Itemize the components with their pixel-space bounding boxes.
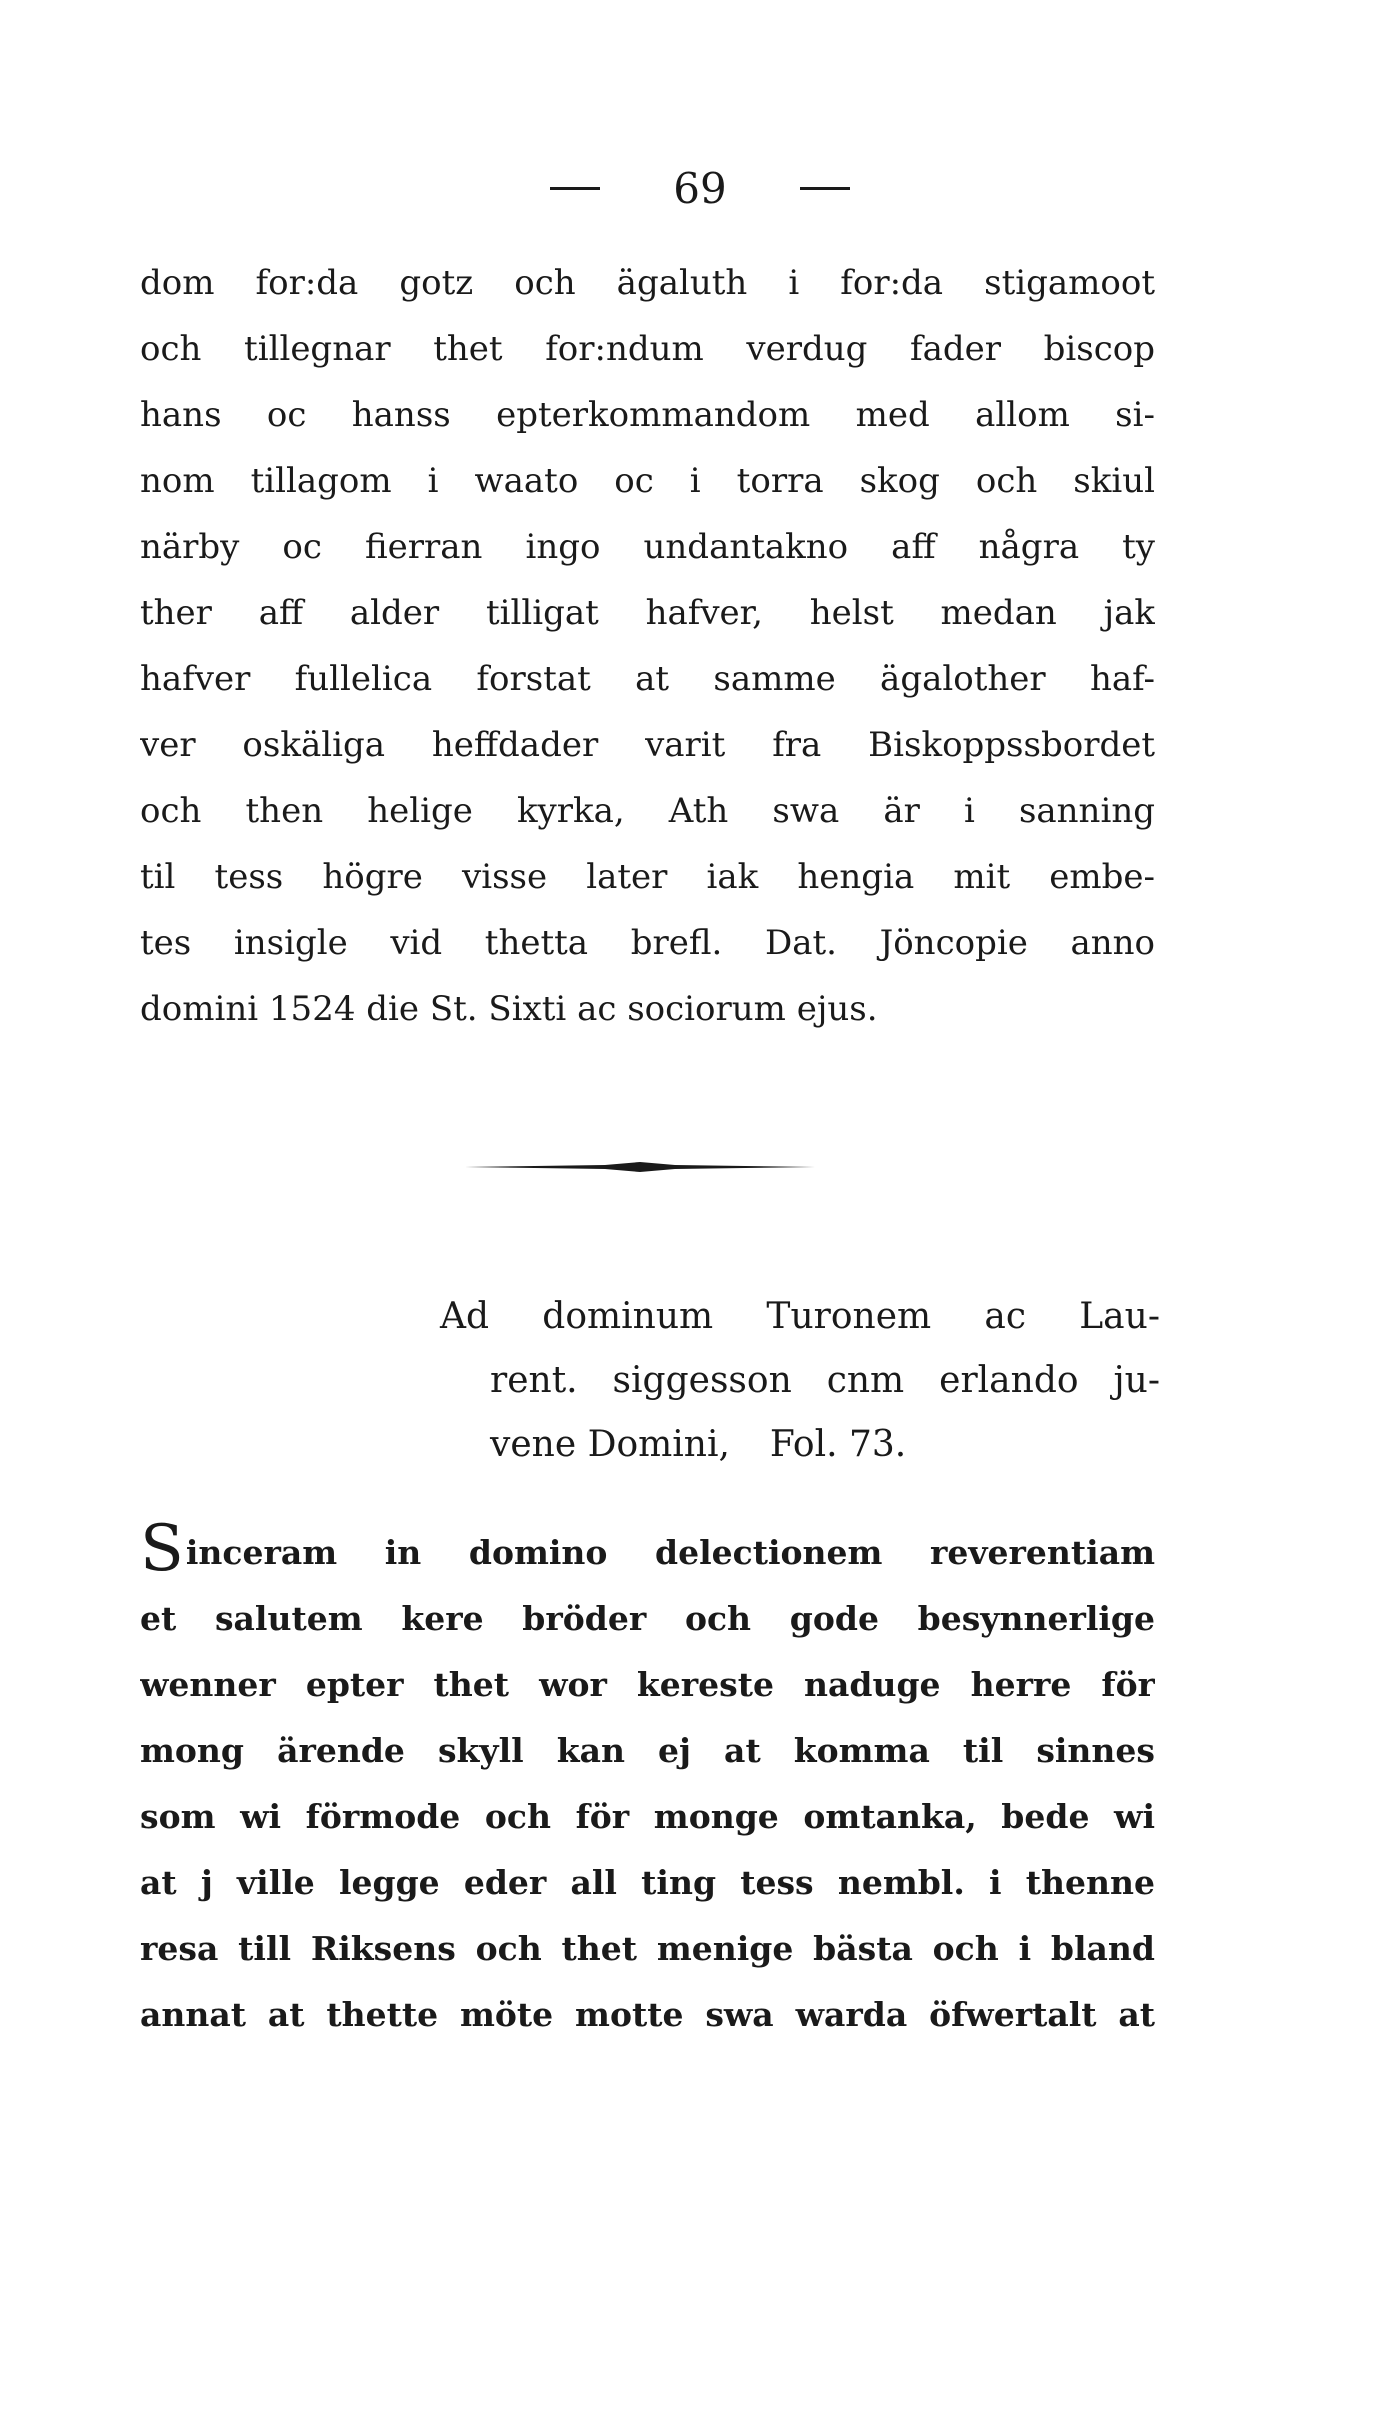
- text-line: til tess högre visse later iak hengia mit embe-: [140, 857, 1155, 897]
- text-line: domini 1524 die St. Sixti ac sociorum ejus.: [140, 989, 878, 1029]
- text-line: resa till Riksens och thet menige bästa och i bland: [140, 1929, 1155, 1968]
- header-dash-right: [800, 187, 850, 190]
- header-dash-left: [550, 187, 600, 190]
- text-line: nom tillagom i waato oc i torra skog och skiul: [140, 461, 1155, 501]
- address-line: Ad dominum Turonem ac Lau-: [440, 1296, 1160, 1337]
- address-line: [440, 1413, 1160, 1477]
- text-line: som wi förmode och för monge omtanka, bede wi: [140, 1797, 1155, 1836]
- text-line: dom for:da gotz och ägaluth i for:da stigamoot: [140, 263, 1155, 303]
- text-line: annat at thette möte motte swa warda öfwertalt at: [140, 1995, 1155, 2034]
- folio-reference: Fol. 73.: [769, 1424, 907, 1465]
- paragraph-letter-ending: [140, 250, 1155, 1042]
- text-line-first: [140, 1520, 1155, 1586]
- text-line: et salutem kere bröder och gode besynnerlige: [140, 1599, 1155, 1638]
- text-line: tes insigle vid thetta brefl. Dat. Jöncopie anno: [140, 923, 1155, 963]
- text-line: närby oc fierran ingo undantakno aff några ty: [140, 527, 1155, 567]
- letter-address-heading: [440, 1285, 1160, 1477]
- text-line: wenner epter thet wor kereste naduge herre för: [140, 1665, 1155, 1704]
- page-header: [0, 160, 1400, 213]
- ornament-rule: [465, 1160, 815, 1174]
- text-line: och then helige kyrka, Ath swa är i sanning: [140, 791, 1155, 831]
- text-line: ver oskäliga heffdader varit fra Biskoppssbordet: [140, 725, 1155, 765]
- text-line: mong ärende skyll kan ej at komma til sinnes: [140, 1731, 1155, 1770]
- first-line-text: inceram in domino delectionem reverentiam: [185, 1533, 1155, 1572]
- text-line: och tillegnar thet for:ndum verdug fader biscop: [140, 329, 1155, 369]
- paragraph-letter-body: [140, 1520, 1155, 2048]
- text-line: ther aff alder tilligat hafver, helst medan jak: [140, 593, 1155, 633]
- drop-cap: S: [140, 1520, 184, 1586]
- text-line: hans oc hanss epterkommandom med allom si-: [140, 395, 1155, 435]
- text-line: at j ville legge eder all ting tess nembl. i thenne: [140, 1863, 1155, 1902]
- text-line: hafver fullelica forstat at samme ägalother haf-: [140, 659, 1155, 699]
- address-line-text: vene Domini,: [490, 1424, 730, 1465]
- page-number: 69: [673, 163, 727, 213]
- address-line: rent. siggesson cnm erlando ju-: [490, 1360, 1160, 1401]
